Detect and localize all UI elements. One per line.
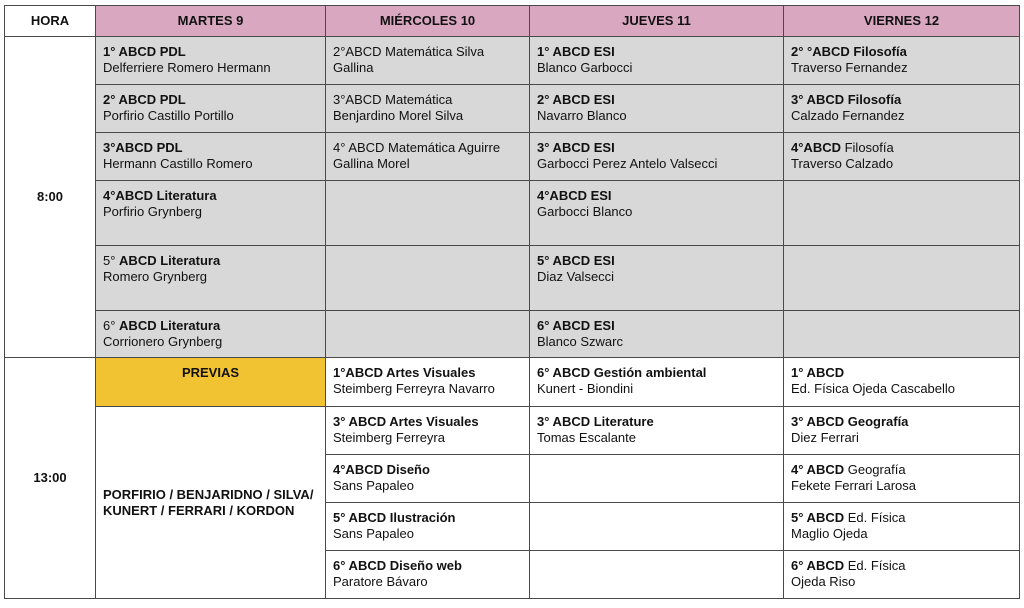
class-title: 2° ABCD PDL — [103, 92, 186, 107]
teachers: Delferriere Romero Hermann — [103, 60, 271, 75]
header-viernes: VIERNES 12 — [784, 6, 1020, 37]
class-title: 4°ABCD ESI — [537, 188, 612, 203]
teachers: Navarro Blanco — [537, 108, 627, 123]
class-title — [791, 510, 1012, 526]
class-title — [791, 140, 1012, 156]
class-title: 1° ABCD PDL — [103, 44, 186, 59]
header-martes: MARTES 9 — [96, 6, 326, 37]
class-cell — [784, 85, 1020, 133]
teachers: Kunert - Biondini — [537, 381, 634, 396]
class-code: 4° ABCD — [791, 462, 845, 477]
class-code: ABCD Literatura — [119, 253, 221, 268]
class-cell — [326, 358, 530, 407]
class-cell — [326, 85, 530, 133]
empty-cell — [530, 551, 784, 599]
teachers: Corrionero Grynberg — [103, 334, 223, 349]
profesores-list: PORFIRIO / BENJARIDNO / SILVA/ KUNERT / FERRARI / KORDON — [103, 486, 314, 518]
class-subject: Ed. Física — [844, 510, 906, 525]
class-cell — [530, 133, 784, 181]
class-cell — [530, 311, 784, 358]
teachers: Porfirio Grynberg — [103, 204, 202, 219]
teachers: Calzado Fernandez — [791, 108, 905, 123]
hour-13: 13:00 — [5, 358, 96, 599]
class-cell — [530, 85, 784, 133]
class-cell — [96, 133, 326, 181]
class-title: 4° ABCD Matemática Aguirre — [333, 140, 501, 155]
teachers: Gallina Morel — [333, 156, 410, 171]
class-cell — [326, 37, 530, 85]
class-title: 6° ABCD Diseño web — [333, 558, 462, 573]
morning-row — [5, 37, 1020, 85]
header-jueves: JUEVES 11 — [530, 6, 784, 37]
teachers: Garbocci Perez Antelo Valsecci — [537, 156, 718, 171]
class-title: 5° ABCD Ilustración — [333, 510, 456, 525]
class-title: 5° ABCD ESI — [537, 253, 615, 268]
class-title — [103, 318, 318, 334]
class-title: 3°ABCD PDL — [103, 140, 183, 155]
morning-row — [5, 311, 1020, 358]
empty-cell — [326, 311, 530, 358]
teachers: Ojeda Riso — [791, 574, 856, 589]
teachers: Blanco Garbocci — [537, 60, 633, 75]
teachers: Hermann Castillo Romero — [103, 156, 253, 171]
class-title: 1°ABCD Artes Visuales — [333, 365, 476, 380]
class-cell — [784, 503, 1020, 551]
class-code: 5° ABCD — [791, 510, 845, 525]
class-title: 2° ABCD ESI — [537, 92, 615, 107]
teachers: Traverso Calzado — [791, 156, 894, 171]
class-cell — [530, 246, 784, 311]
teachers: Romero Grynberg — [103, 269, 208, 284]
empty-cell — [530, 503, 784, 551]
class-cell — [784, 455, 1020, 503]
schedule-table — [4, 5, 1020, 599]
teachers: Blanco Szwarc — [537, 334, 623, 349]
class-title — [791, 462, 1012, 478]
empty-cell — [784, 181, 1020, 246]
teachers: Sans Papaleo — [333, 526, 414, 541]
class-cell — [96, 311, 326, 358]
teachers: Steimberg Ferreyra — [333, 430, 445, 445]
empty-cell — [784, 246, 1020, 311]
class-title — [791, 558, 1012, 574]
class-title: 3°ABCD Matemática — [333, 92, 453, 107]
class-cell — [326, 503, 530, 551]
class-cell — [326, 133, 530, 181]
header-hora: HORA — [5, 6, 96, 37]
class-cell — [326, 551, 530, 599]
afternoon-row — [5, 358, 1020, 407]
class-year: 5° — [103, 253, 120, 268]
empty-cell — [784, 311, 1020, 358]
previas-cell — [96, 358, 326, 407]
class-title: 6° ABCD Gestión ambiental — [537, 365, 707, 380]
class-title — [103, 253, 318, 269]
class-title: 3° ABCD Geografía — [791, 414, 909, 429]
class-title: 4°ABCD Diseño — [333, 462, 430, 477]
profesores-cell — [96, 407, 326, 599]
class-year: 6° — [103, 318, 120, 333]
teachers: Benjardino Morel Silva — [333, 108, 464, 123]
class-code: 4°ABCD — [791, 140, 841, 155]
class-cell — [326, 455, 530, 503]
teachers: Garbocci Blanco — [537, 204, 633, 219]
morning-row — [5, 133, 1020, 181]
class-cell — [96, 246, 326, 311]
class-title: 6° ABCD ESI — [537, 318, 615, 333]
class-cell — [784, 133, 1020, 181]
teachers: Traverso Fernandez — [791, 60, 908, 75]
class-cell — [96, 85, 326, 133]
empty-cell — [326, 181, 530, 246]
class-cell — [530, 181, 784, 246]
class-subject: Ed. Física — [844, 558, 906, 573]
morning-row — [5, 181, 1020, 246]
class-code: ABCD Literatura — [119, 318, 221, 333]
class-cell — [530, 358, 784, 407]
class-title: 2° °ABCD Filosofía — [791, 44, 907, 59]
empty-cell — [326, 246, 530, 311]
class-cell — [326, 407, 530, 455]
afternoon-row — [5, 407, 1020, 455]
teachers: Sans Papaleo — [333, 478, 414, 493]
teachers: Porfirio Castillo Portillo — [103, 108, 234, 123]
class-title: 2°ABCD Matemática Silva — [333, 44, 485, 59]
header-row — [5, 6, 1020, 37]
teachers: Diaz Valsecci — [537, 269, 615, 284]
class-cell — [784, 551, 1020, 599]
morning-row — [5, 246, 1020, 311]
header-miercoles: MIÉRCOLES 10 — [326, 6, 530, 37]
teachers: Ed. Física Ojeda Cascabello — [791, 381, 956, 396]
class-cell — [96, 37, 326, 85]
class-title: 3° ABCD Filosofía — [791, 92, 902, 107]
teachers: Gallina — [333, 60, 374, 75]
class-title: 1° ABCD ESI — [537, 44, 615, 59]
teachers: Maglio Ojeda — [791, 526, 868, 541]
class-title: 3° ABCD ESI — [537, 140, 615, 155]
class-title: 3° ABCD Literature — [537, 414, 654, 429]
empty-cell — [530, 455, 784, 503]
class-cell — [784, 37, 1020, 85]
teachers: Diez Ferrari — [791, 430, 859, 445]
class-cell — [784, 358, 1020, 407]
class-cell — [96, 181, 326, 246]
class-cell — [530, 407, 784, 455]
class-code: 6° ABCD — [791, 558, 845, 573]
class-title: 1° ABCD — [791, 365, 845, 380]
teachers: Tomas Escalante — [537, 430, 636, 445]
morning-row — [5, 85, 1020, 133]
class-subject: Geografía — [844, 462, 906, 477]
hour-8: 8:00 — [5, 37, 96, 358]
teachers: Fekete Ferrari Larosa — [791, 478, 916, 493]
teachers: Steimberg Ferreyra Navarro — [333, 381, 495, 396]
previas-label: PREVIAS — [181, 365, 240, 380]
teachers: Paratore Bávaro — [333, 574, 428, 589]
class-cell — [784, 407, 1020, 455]
class-cell — [530, 37, 784, 85]
class-title: 3° ABCD Artes Visuales — [333, 414, 479, 429]
class-title: 4°ABCD Literatura — [103, 188, 217, 203]
class-subject: Filosofía — [840, 140, 894, 155]
